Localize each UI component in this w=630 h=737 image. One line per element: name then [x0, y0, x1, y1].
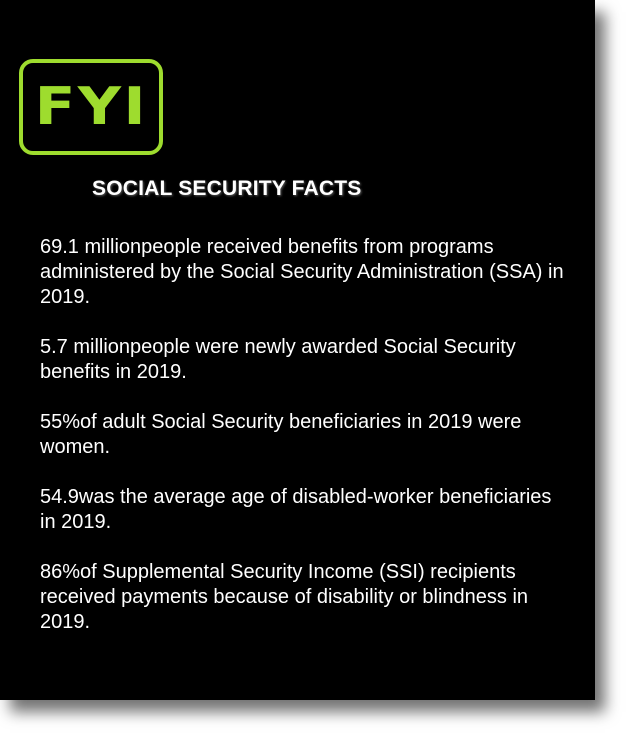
fact-item: 5.7 millionpeople were newly awarded Social Security benefits in 2019.	[40, 336, 516, 383]
fact-item: 86%of Supplemental Security Income (SSI) recipients received payments because of disability or blindness in 2019.	[40, 561, 529, 633]
fact-item: 69.1 millionpeople received benefits from programs administered by the Social Security Administration (SSA) in 2019.	[40, 236, 564, 308]
fact-item: 54.9was the average age of disabled-worker beneficiaries in 2019.	[40, 486, 552, 533]
facts-list	[40, 235, 570, 660]
fyi-badge	[19, 59, 163, 155]
page-title: SOCIAL SECURITY FACTS	[92, 177, 362, 200]
fyi-badge-text: FYI	[34, 77, 148, 137]
fact-item: 55%of adult Social Security beneficiaries in 2019 were women.	[40, 411, 522, 458]
